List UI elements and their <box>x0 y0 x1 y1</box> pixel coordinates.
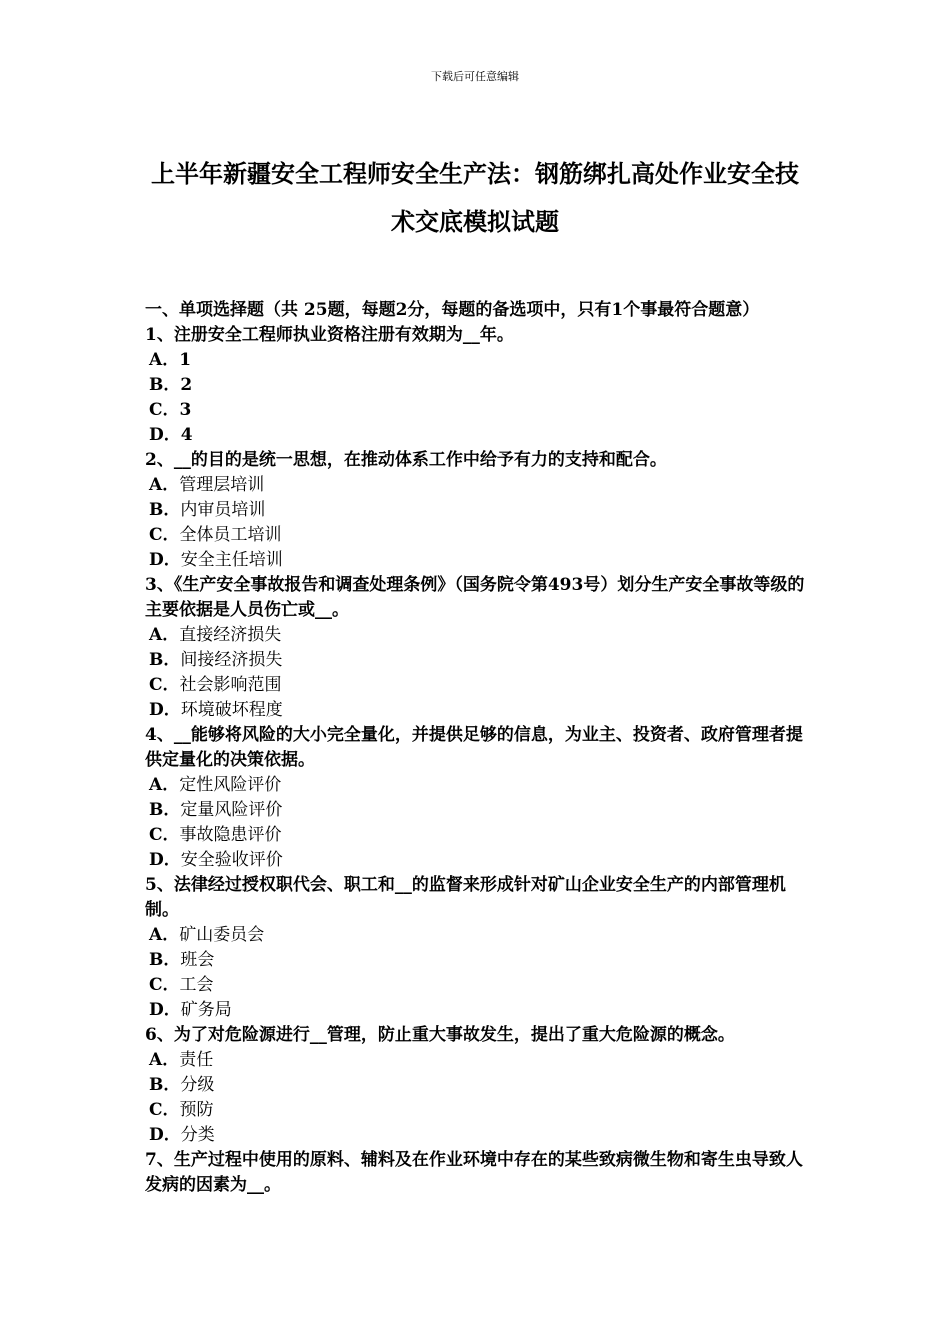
question-4 <box>145 723 810 873</box>
option-text: 2 <box>180 375 193 395</box>
option-a <box>145 923 810 948</box>
option-b <box>145 648 810 673</box>
option-letter: A． <box>149 1050 180 1070</box>
option-c <box>145 823 810 848</box>
option-d <box>145 998 810 1023</box>
question-text: 1、注册安全工程师执业资格注册有效期为__年。 <box>145 325 514 345</box>
option-text: 事故隐患评价 <box>179 825 282 845</box>
exam-content <box>145 298 810 1198</box>
option-d <box>145 1123 810 1148</box>
option-letter: B． <box>149 500 181 520</box>
option-b <box>145 948 810 973</box>
question-6 <box>145 1023 810 1148</box>
option-text: 内审员培训 <box>180 500 266 520</box>
option-letter: A． <box>149 475 180 495</box>
option-a <box>145 1048 810 1073</box>
option-letter: A． <box>149 625 180 645</box>
option-letter: B． <box>149 950 181 970</box>
option-letter: D． <box>149 425 181 445</box>
option-text: 定量风险评价 <box>180 800 283 820</box>
option-text: 间接经济损失 <box>180 650 283 670</box>
option-text: 工会 <box>179 975 214 995</box>
option-letter: C． <box>149 825 180 845</box>
option-c <box>145 973 810 998</box>
option-text: 班会 <box>180 950 215 970</box>
option-text: 定性风险评价 <box>179 775 282 795</box>
option-a <box>145 773 810 798</box>
option-letter: B． <box>149 650 181 670</box>
option-a <box>145 623 810 648</box>
option-letter: C． <box>149 1100 180 1120</box>
option-d <box>145 698 810 723</box>
question-2 <box>145 448 810 573</box>
option-letter: D． <box>149 550 181 570</box>
option-letter: C． <box>149 975 180 995</box>
option-text: 环境破坏程度 <box>180 700 283 720</box>
header-note: 下载后可任意编辑 <box>431 70 519 83</box>
option-d <box>145 423 810 448</box>
question-3 <box>145 573 810 723</box>
option-text: 1 <box>179 350 192 370</box>
question-text: 2、__的目的是统一思想，在推动体系工作中给予有力的支持和配合。 <box>145 450 667 470</box>
option-c <box>145 673 810 698</box>
option-d <box>145 548 810 573</box>
option-letter: D． <box>149 1125 181 1145</box>
option-letter: A． <box>149 775 180 795</box>
option-text: 分类 <box>180 1125 215 1145</box>
option-letter: D． <box>149 850 181 870</box>
option-text: 安全主任培训 <box>180 550 283 570</box>
option-letter: C． <box>149 400 180 420</box>
option-b <box>145 373 810 398</box>
option-a <box>145 348 810 373</box>
option-text: 社会影响范围 <box>179 675 282 695</box>
option-text: 3 <box>179 400 192 420</box>
option-b <box>145 1073 810 1098</box>
question-text: 3、《生产安全事故报告和调查处理条例》（国务院令第493号）划分生产安全事故等级的主要依据是人员伤亡或__。 <box>145 575 805 620</box>
question-1 <box>145 323 810 448</box>
option-text: 责任 <box>179 1050 214 1070</box>
option-letter: A． <box>149 925 180 945</box>
question-text: 4、__能够将风险的大小完全量化，并提供足够的信息，为业主、投资者、政府管理者提供定量化的决策依据。 <box>145 725 803 770</box>
option-text: 安全验收评价 <box>180 850 283 870</box>
option-letter: A． <box>149 350 180 370</box>
option-letter: D． <box>149 700 181 720</box>
option-letter: D． <box>149 1000 181 1020</box>
option-b <box>145 498 810 523</box>
option-text: 直接经济损失 <box>179 625 282 645</box>
option-c <box>145 523 810 548</box>
option-text: 管理层培训 <box>179 475 265 495</box>
option-letter: C． <box>149 675 180 695</box>
option-c <box>145 398 810 423</box>
document-title: 上半年新疆安全工程师安全生产法：钢筋绑扎高处作业安全技术交底模拟试题 <box>151 159 799 236</box>
option-text: 4 <box>180 425 193 445</box>
question-text: 6、为了对危险源进行__管理，防止重大事故发生，提出了重大危险源的概念。 <box>145 1025 735 1045</box>
question-5 <box>145 873 810 1023</box>
option-c <box>145 1098 810 1123</box>
option-b <box>145 798 810 823</box>
option-letter: B． <box>149 800 181 820</box>
question-7 <box>145 1148 810 1198</box>
option-text: 矿务局 <box>180 1000 232 1020</box>
option-text: 预防 <box>179 1100 214 1120</box>
option-a <box>145 473 810 498</box>
option-text: 矿山委员会 <box>179 925 265 945</box>
option-text: 分级 <box>180 1075 215 1095</box>
question-text: 7、生产过程中使用的原料、辅料及在作业环境中存在的某些致病微生物和寄生虫导致人发病的因素为__。 <box>145 1150 803 1195</box>
option-letter: B． <box>149 1075 181 1095</box>
question-text: 5、法律经过授权职代会、职工和__的监督来形成针对矿山企业安全生产的内部管理机制。 <box>145 875 786 920</box>
option-d <box>145 848 810 873</box>
option-letter: B． <box>149 375 181 395</box>
option-text: 全体员工培训 <box>179 525 282 545</box>
option-letter: C． <box>149 525 180 545</box>
section-heading: 一、单项选择题（共 25题，每题2分，每题的备选项中，只有1个事最符合题意） <box>145 300 760 320</box>
